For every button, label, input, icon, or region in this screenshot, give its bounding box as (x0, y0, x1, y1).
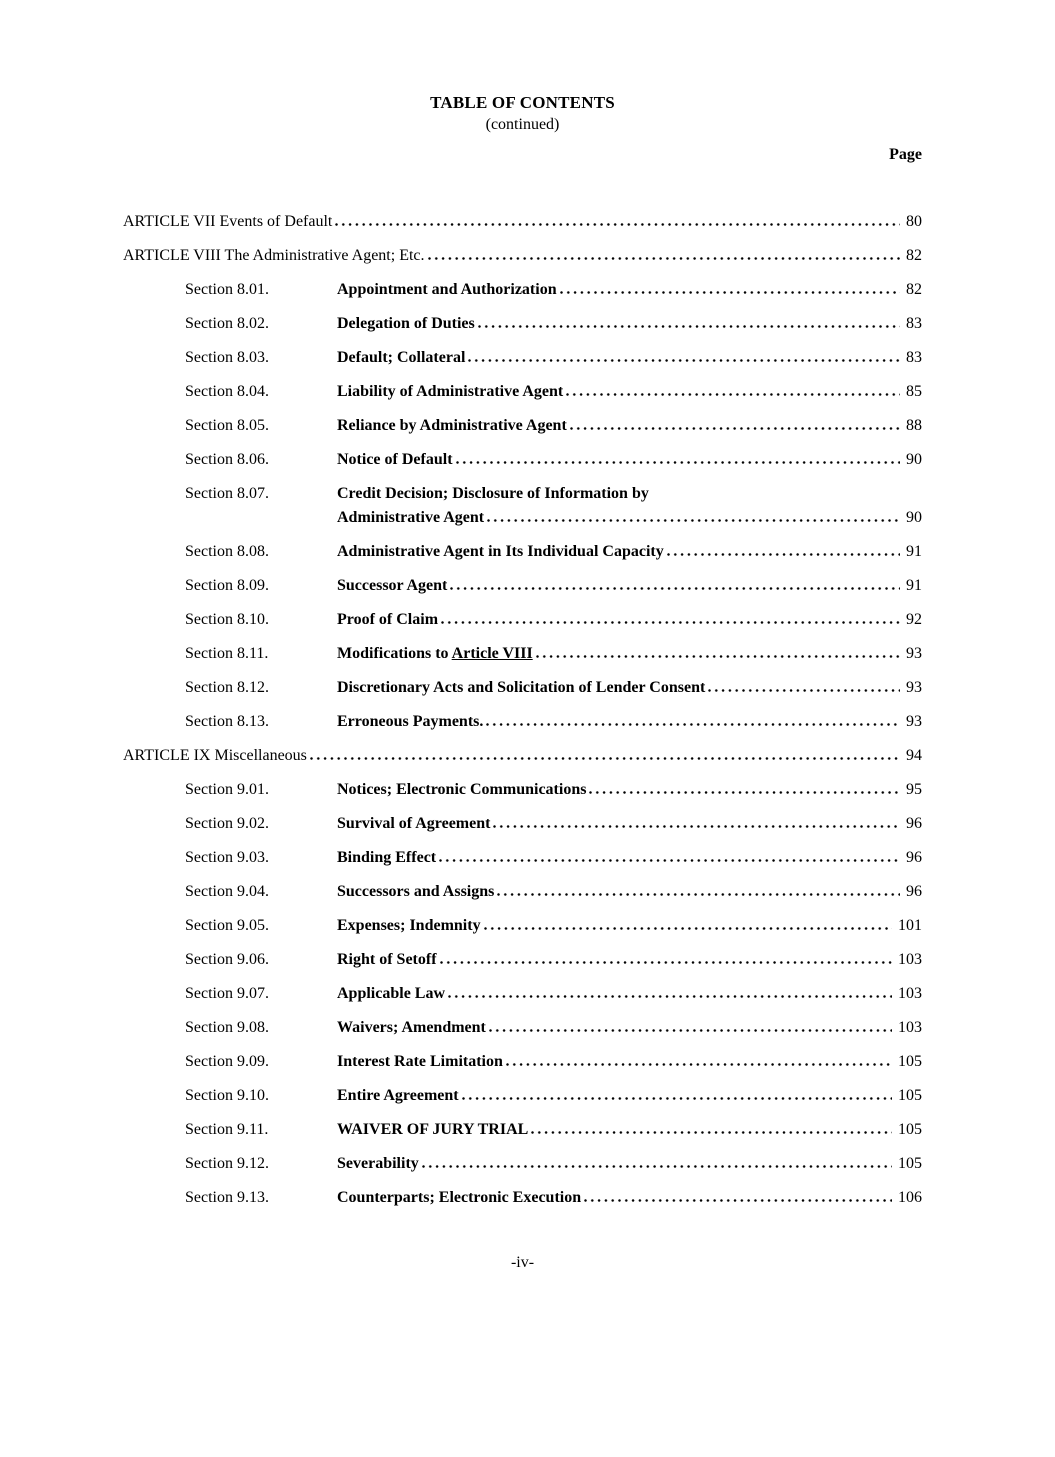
toc-entry-page: 101 (898, 917, 922, 934)
toc-entry-title-line (337, 414, 922, 438)
toc-entry-title-underlined: Article VIII (451, 645, 533, 662)
toc-section-entry (123, 676, 922, 700)
toc-section-entry (123, 812, 922, 836)
toc-entry-label: Section 8.03. (185, 349, 269, 366)
toc-entry-page: 105 (898, 1053, 922, 1070)
toc-section-entry (123, 608, 922, 632)
dot-leader (335, 223, 900, 226)
toc-entry-title: Delegation of Duties (337, 315, 475, 332)
dot-leader (486, 723, 900, 726)
toc-entry-body (337, 812, 922, 836)
toc-section-entry (123, 846, 922, 870)
toc-section-entry (123, 448, 922, 472)
toc-entry-page: 105 (898, 1121, 922, 1138)
toc-entry-title-line (337, 1050, 922, 1074)
toc-article-entry (123, 210, 922, 234)
toc-entry-label: Section 9.02. (185, 815, 269, 832)
toc-entry-page: 94 (906, 747, 922, 764)
dot-leader (439, 859, 900, 862)
toc-entry-label: Section 9.06. (185, 951, 269, 968)
toc-section-entry (123, 312, 922, 336)
toc-entry-title: Interest Rate Limitation (337, 1053, 503, 1070)
dot-leader (456, 461, 900, 464)
dot-leader (497, 893, 900, 896)
toc-section-entry (123, 1118, 922, 1142)
toc-entry-label: Section 9.01. (185, 781, 269, 798)
toc-entry-body (337, 1152, 922, 1176)
dot-leader (441, 621, 900, 624)
toc-entry-page: 103 (898, 1019, 922, 1036)
toc-entry-title-line (337, 1016, 922, 1040)
page-number-marker: -iv- (510, 1254, 535, 1271)
toc-entry-body (337, 1118, 922, 1142)
toc-entry-title: Appointment and Authorization (337, 281, 557, 298)
dot-leader (531, 1131, 892, 1134)
toc-entry-page: 103 (898, 951, 922, 968)
toc-entry-title: Proof of Claim (337, 611, 439, 628)
toc-entry-body (337, 380, 922, 404)
toc-entry-page: 93 (906, 713, 922, 730)
page-subtitle: (continued) (485, 116, 560, 133)
toc-section-entry (123, 710, 922, 734)
page-column-label: Page (889, 146, 922, 163)
toc-entry-text: ARTICLE IX Miscellaneous (123, 747, 307, 764)
toc-entry-page: 85 (906, 383, 922, 400)
dot-leader (589, 791, 900, 794)
toc-entry-label: Section 8.10. (185, 611, 269, 628)
toc-header (123, 92, 922, 166)
toc-entry-body (337, 1016, 922, 1040)
toc-entry-title: Reliance by Administrative Agent (337, 417, 567, 434)
toc-entry-title-line (337, 312, 922, 336)
toc-entry-body (337, 914, 922, 938)
toc-entry-title-line (337, 346, 922, 370)
toc-entry-label: Section 8.13. (185, 713, 269, 730)
toc-section-entry (123, 880, 922, 904)
toc-section-entry (123, 414, 922, 438)
toc-entry-body (337, 312, 922, 336)
toc-entry-title: Survival of Agreement (337, 815, 491, 832)
page-content (0, 92, 1055, 1274)
toc-entry-title-line (337, 982, 922, 1006)
toc-entry-label: Section 8.12. (185, 679, 269, 696)
toc-entry-body (337, 482, 922, 530)
toc-entry-label: Section 9.10. (185, 1087, 269, 1104)
toc-entry-page: 82 (906, 247, 922, 264)
toc-entry-body (337, 948, 922, 972)
toc-section-entry (123, 482, 922, 530)
dot-leader (422, 1165, 892, 1168)
dot-leader (566, 393, 900, 396)
toc-entry-label: Section 8.02. (185, 315, 269, 332)
toc-entry-label: Section 8.01. (185, 281, 269, 298)
toc-entry-page: 80 (906, 213, 922, 230)
dot-leader (487, 519, 900, 522)
toc-entry-page: 96 (906, 815, 922, 832)
page-footer (123, 1252, 922, 1274)
toc-entry-title: WAIVER OF JURY TRIAL (337, 1121, 529, 1138)
toc-section-entry (123, 540, 922, 564)
toc-entry-label: Section 8.07. (185, 485, 269, 502)
toc-entry-title: Modifications to Article VIII (337, 645, 533, 662)
toc-entry-title-line (337, 676, 922, 700)
toc-entry-title-line (337, 574, 922, 598)
toc-entry-body (337, 710, 922, 734)
toc-entry-title: Notices; Electronic Communications (337, 781, 587, 798)
toc-entry-label: Section 9.07. (185, 985, 269, 1002)
toc-section-entry (123, 642, 922, 666)
toc-entry-page: 82 (906, 281, 922, 298)
toc-entry-label: Section 9.04. (185, 883, 269, 900)
toc-entry-page: 83 (906, 315, 922, 332)
toc-entry-title-line (337, 812, 922, 836)
toc-entry-label: Section 8.05. (185, 417, 269, 434)
toc-entry-page: 96 (906, 883, 922, 900)
toc-section-entry (123, 1050, 922, 1074)
toc-entry-body (337, 846, 922, 870)
dot-leader (570, 427, 900, 430)
toc-entry-title-continued: Administrative Agent (337, 509, 485, 526)
toc-entry-label: Section 9.05. (185, 917, 269, 934)
toc-entry-body (337, 676, 922, 700)
toc-section-entry (123, 574, 922, 598)
toc-entry-label: Section 9.12. (185, 1155, 269, 1172)
dot-leader (506, 1063, 892, 1066)
toc-entry-title: Discretionary Acts and Solicitation of Lender Consent (337, 679, 706, 696)
toc-entry-title-line (337, 710, 922, 734)
dot-leader (489, 1029, 892, 1032)
toc-entry-body (337, 574, 922, 598)
toc-entry-body (337, 608, 922, 632)
dot-leader (440, 961, 892, 964)
toc-entry-label: Section 8.04. (185, 383, 269, 400)
toc-entry-body (337, 982, 922, 1006)
toc-entry-text: ARTICLE VII Events of Default (123, 213, 333, 230)
dot-leader (667, 553, 900, 556)
toc-entry-title-line (337, 880, 922, 904)
toc-section-entry (123, 1152, 922, 1176)
toc-entry-body (337, 1186, 922, 1210)
toc-entry-title: Erroneous Payments. (337, 713, 484, 730)
dot-leader (310, 757, 900, 760)
dot-leader (536, 655, 900, 658)
toc-entry-label: Section 8.09. (185, 577, 269, 594)
toc-entry-body (337, 1084, 922, 1108)
toc-entry-title: Right of Setoff (337, 951, 437, 968)
toc-entry-page: 93 (906, 679, 922, 696)
toc-entry-page: 83 (906, 349, 922, 366)
toc-entry-body (337, 540, 922, 564)
toc-entry-title: Counterparts; Electronic Execution (337, 1189, 582, 1206)
toc-entry-label: Section 9.11. (185, 1121, 269, 1138)
toc-article-entry (123, 744, 922, 768)
toc-entry-title-line (337, 1186, 922, 1210)
toc-entry-title: Administrative Agent in Its Individual Capacity (337, 543, 664, 560)
toc-entry-page: 93 (906, 645, 922, 662)
toc-entry-label: Section 9.03. (185, 849, 269, 866)
toc-entry-body (337, 778, 922, 802)
toc-entry-title-line (337, 1084, 922, 1108)
toc-entry-label: Section 9.09. (185, 1053, 269, 1070)
toc-entry-page: 106 (898, 1189, 922, 1206)
dot-leader (450, 587, 900, 590)
toc-entry-page: 90 (906, 451, 922, 468)
toc-entry-page: 92 (906, 611, 922, 628)
toc-section-entry (123, 982, 922, 1006)
dot-leader (462, 1097, 892, 1100)
toc-section-entry (123, 380, 922, 404)
dot-leader (560, 291, 900, 294)
toc-entry-title-line (337, 778, 922, 802)
toc-entry-title-line (337, 914, 922, 938)
toc-section-entry (123, 914, 922, 938)
toc-entry-title-line (337, 948, 922, 972)
toc-entry-page: 91 (906, 543, 922, 560)
toc-entry-label: Section 9.13. (185, 1189, 269, 1206)
toc-entry-title: Severability (337, 1155, 419, 1172)
toc-entry-body (337, 414, 922, 438)
toc-entry-label: Section 9.08. (185, 1019, 269, 1036)
toc-entry-title: Applicable Law (337, 985, 446, 1002)
toc-section-entry (123, 1084, 922, 1108)
toc-entry-text: ARTICLE VIII The Administrative Agent; Etc. (123, 247, 425, 264)
toc-entry-title-line (337, 540, 922, 564)
toc-entry-title: Waivers; Amendment (337, 1019, 486, 1036)
toc-entry-title-line (337, 608, 922, 632)
toc-entry-page: 103 (898, 985, 922, 1002)
page-title: TABLE OF CONTENTS (430, 93, 615, 112)
document-page (0, 92, 1055, 1457)
toc-entry-title: Default; Collateral (337, 349, 466, 366)
toc-entry-title: Notice of Default (337, 451, 453, 468)
toc-entry-body (337, 1050, 922, 1074)
toc-entry-title: Expenses; Indemnity (337, 917, 481, 934)
toc-section-entry (123, 346, 922, 370)
toc-entry-title-line (337, 642, 922, 666)
toc-entry-label: Section 8.06. (185, 451, 269, 468)
toc-article-entry (123, 244, 922, 268)
toc-entry-title: Binding Effect (337, 849, 437, 866)
dot-leader (708, 689, 900, 692)
toc-entry-title-line (337, 1118, 922, 1142)
toc-entry-page: 90 (906, 509, 922, 526)
toc-section-entry (123, 1016, 922, 1040)
toc-entry-page: 96 (906, 849, 922, 866)
toc-entry-title-line (337, 448, 922, 472)
dot-leader (484, 927, 892, 930)
toc-section-entry (123, 948, 922, 972)
dot-leader (478, 325, 900, 328)
toc-entry-title: Credit Decision; Disclosure of Information by (337, 485, 649, 502)
toc-entry-body (337, 880, 922, 904)
toc-entry-body (337, 278, 922, 302)
toc-entry-page: 91 (906, 577, 922, 594)
toc-entry-body (337, 346, 922, 370)
toc-entry-label: Section 8.11. (185, 645, 269, 662)
toc-entry-title: Entire Agreement (337, 1087, 459, 1104)
toc-entry-body (337, 448, 922, 472)
toc-section-entry (123, 278, 922, 302)
toc-entry-title-line (337, 1152, 922, 1176)
dot-leader (468, 359, 900, 362)
toc-entry-title: Successors and Assigns (337, 883, 495, 900)
dot-leader (428, 257, 900, 260)
toc-section-entry (123, 1186, 922, 1210)
toc-list (123, 210, 922, 1210)
toc-entry-title-line (337, 506, 922, 530)
toc-entry-page: 105 (898, 1155, 922, 1172)
dot-leader (448, 995, 892, 998)
dot-leader (493, 825, 900, 828)
toc-entry-page: 105 (898, 1087, 922, 1104)
dot-leader (584, 1199, 892, 1202)
toc-entry-page: 88 (906, 417, 922, 434)
toc-entry-page: 95 (906, 781, 922, 798)
toc-entry-label: Section 8.08. (185, 543, 269, 560)
toc-entry-title: Successor Agent (337, 577, 448, 594)
toc-entry-title-line (337, 846, 922, 870)
toc-entry-title: Liability of Administrative Agent (337, 383, 564, 400)
toc-entry-title-line (337, 278, 922, 302)
toc-entry-body (337, 642, 922, 666)
toc-entry-title-line (337, 380, 922, 404)
toc-section-entry (123, 778, 922, 802)
toc-entry-title-line (337, 482, 922, 506)
